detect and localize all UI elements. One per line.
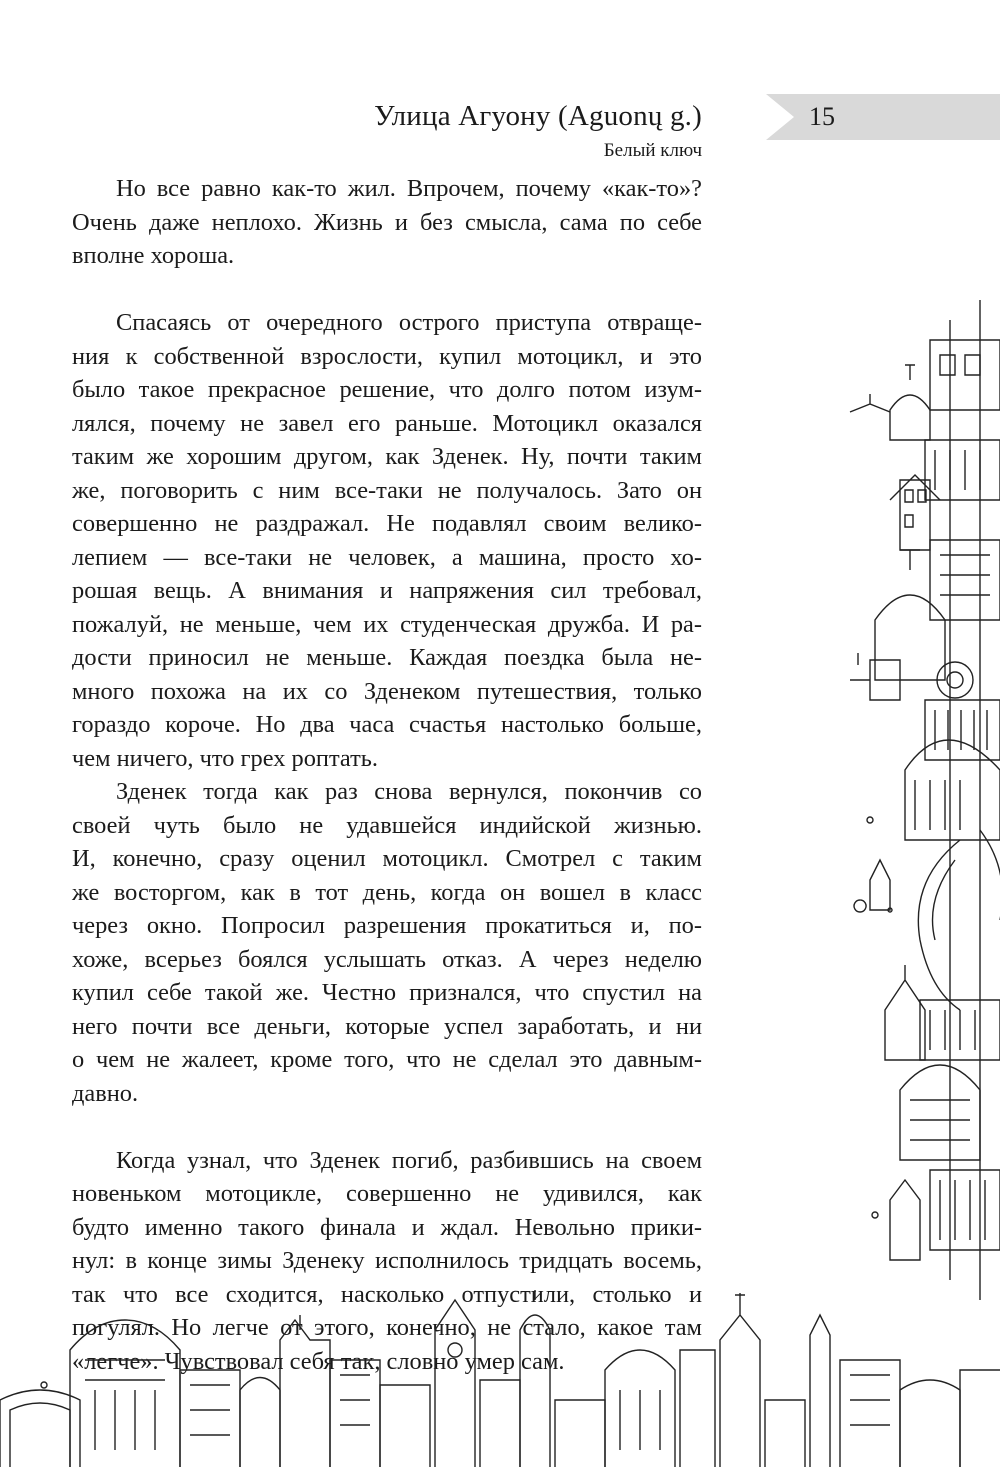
text-line: И, конечно, сразу оценил мотоцикл. Смотрел с таким (72, 845, 702, 872)
text-line: хоже, всерьез боялся услышать отказ. А через неделю (72, 945, 702, 973)
text-line: «легче». Чувствовал себя так, словно умер сам. (72, 1347, 565, 1375)
paragraph-gap (72, 1110, 702, 1144)
text-line: погулял. Но легче от этого, конечно, не стало, какое там (72, 1314, 702, 1341)
body-text (72, 172, 702, 1378)
text-line: совершенно не раздражал. Не подавлял своим велико- (72, 510, 702, 537)
text-line: Когда узнал, что Зденек погиб, разбившись на своем (116, 1146, 702, 1174)
text-line: лялся, почему не завел его раньше. Мотоцикл оказался (72, 409, 702, 437)
text-line: Спасаясь от очередного острого приступа отвраще- (116, 309, 702, 336)
paragraph (72, 172, 702, 273)
text-line: давно. (72, 1079, 139, 1107)
city-tower-illustration (830, 300, 1000, 1300)
text-line: Но все равно как-то жил. Впрочем, почему «как-то»? (116, 175, 702, 202)
text-line: пожалуй, не меньше, чем их студенческая дружба. И ра- (72, 610, 702, 638)
text-line: так что все сходится, насколько отпустили, столько и (72, 1280, 702, 1308)
text-line: Очень даже неплохо. Жизнь и без смысла, сама по себе (72, 208, 702, 236)
text-line: ния к собственной взрослости, купил мотоцикл, и это (72, 342, 702, 370)
text-line: него почти все деньги, которые успел заработать, и ни (72, 1012, 702, 1040)
text-line: чем ничего, что грех роптать. (72, 744, 378, 772)
text-line: новеньком мотоцикле, совершенно не удивился, как (72, 1180, 702, 1207)
text-line: много похожа на их со Зденеком путешествия, только (72, 677, 702, 705)
text-line: лепием — все-таки не человек, а машина, просто хо- (72, 543, 702, 571)
text-line: через окно. Попросил разрешения прокатиться и, по- (72, 912, 702, 939)
text-line: таким же хорошим другом, как Зденек. Ну, почти таким (72, 443, 702, 470)
text-line: Зденек тогда как раз снова вернулся, покончив со (116, 778, 702, 805)
text-line: вполне хороша. (72, 242, 235, 269)
text-line: своей чуть было не удавшейся индийской жизнью. (72, 811, 702, 839)
text-line: же восторгом, как в тот день, когда он вошел в класс (72, 878, 702, 906)
text-line: же, поговорить с ним все-таки не получалось. Зато он (72, 476, 702, 504)
text-line: о чем не жалеет, кроме того, что не сделал это давным- (72, 1046, 702, 1073)
page-number: 15 (809, 102, 835, 131)
text-line: купил себе такой же. Честно признался, что спустил на (72, 979, 702, 1006)
cityscape-illustration (0, 1290, 1000, 1467)
text-line: было такое прекрасное решение, что долго потом изум- (72, 376, 702, 403)
paragraph (72, 775, 702, 1110)
text-line: нул: в конце зимы Зденеку исполнилось тридцать восемь, (72, 1247, 702, 1274)
text-line: дости приносил не меньше. Каждая поездка была не- (72, 644, 702, 671)
text-line: будто именно такого финала и ждал. Невольно прики- (72, 1213, 702, 1241)
chapter-subtitle: Белый ключ (603, 140, 702, 161)
paragraph (72, 306, 702, 775)
paragraph-gap (72, 273, 702, 307)
chapter-title: Улица Агуону (Aguonų g.) (374, 100, 702, 132)
text-line: гораздо короче. Но два часа счастья настолько больше, (72, 711, 702, 738)
text-line: рошая вещь. А внимания и напряжения сил требовал, (72, 577, 702, 604)
